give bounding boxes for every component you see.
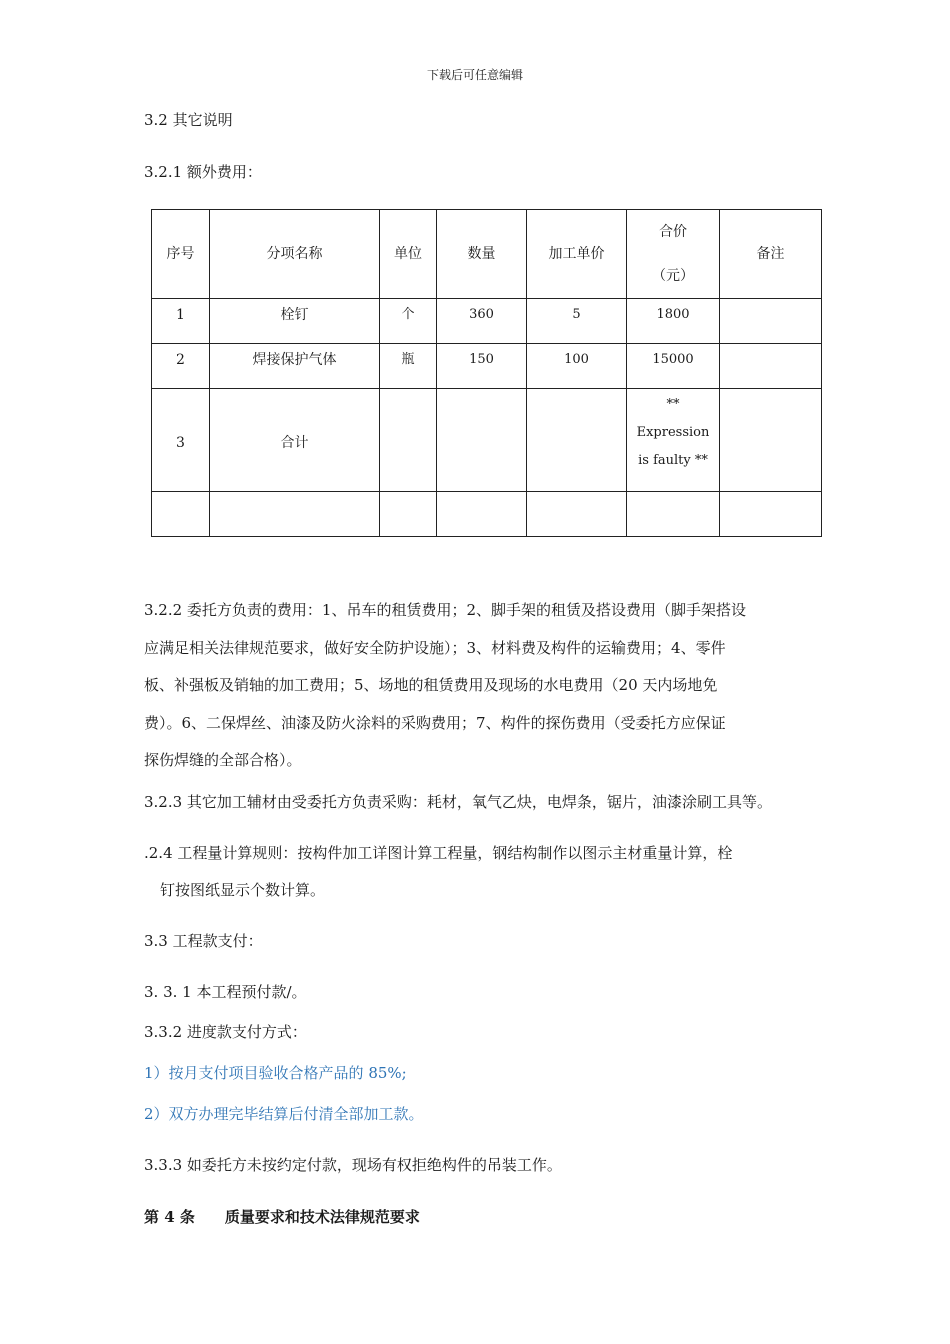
page-header: 下载后可任意编辑 xyxy=(426,68,523,82)
sum-total-line3: is faulty ** xyxy=(638,453,708,468)
section-3-2-title: 3.2 其它说明 xyxy=(144,111,233,129)
cell-price xyxy=(527,389,627,492)
header-total-line1: 合价 xyxy=(659,224,687,240)
cell-name: 栓钉 xyxy=(210,299,380,344)
cell-qty xyxy=(437,389,527,492)
table-header-row xyxy=(152,210,822,299)
cell-total: 15000 xyxy=(627,344,720,389)
cell-price xyxy=(527,492,627,537)
header-price: 加工单价 xyxy=(527,210,627,299)
section-3-2-4-line2: 钉按图纸显示个数计算。 xyxy=(160,881,326,899)
header-unit: 单位 xyxy=(380,210,437,299)
cell-note xyxy=(720,389,822,492)
section-3-2-1-title: 3.2.1 额外费用： xyxy=(144,163,262,181)
cell-price: 100 xyxy=(527,344,627,389)
section-3-2-2-paragraph xyxy=(144,592,746,780)
cell-total xyxy=(627,492,720,537)
article-4-heading: 第 4 条 质量要求和技术法律规范要求 xyxy=(144,1208,420,1226)
paragraph-line: 3.2.2 委托方负责的费用：1、吊车的租赁费用；2、脚手架的租赁及搭设费用（脚手架搭设 xyxy=(144,601,747,619)
extra-fees-table xyxy=(151,209,822,537)
cell-no xyxy=(152,492,210,537)
cell-no: 3 xyxy=(152,389,210,492)
section-3-3-2-title: 3.3.2 进度款支付方式： xyxy=(144,1023,307,1041)
cell-name xyxy=(210,492,380,537)
payment-item-2: 2）双方办理完毕结算后付清全部加工款。 xyxy=(144,1105,424,1123)
header-total-line2: （元） xyxy=(652,268,694,284)
sum-total-line1: ** xyxy=(666,397,680,412)
paragraph-line: 探伤焊缝的全部合格）。 xyxy=(144,751,302,769)
section-3-3-3-paragraph: 3.3.3 如委托方未按约定付款，现场有权拒绝构件的吊装工作。 xyxy=(144,1156,562,1174)
header-note: 备注 xyxy=(720,210,822,299)
cell-qty: 360 xyxy=(437,299,527,344)
section-3-3-1-paragraph: 3. 3. 1 本工程预付款/。 xyxy=(144,983,307,1001)
cell-note xyxy=(720,344,822,389)
header-total xyxy=(627,210,720,299)
cell-price: 5 xyxy=(527,299,627,344)
cell-no: 2 xyxy=(152,344,210,389)
sum-total-line2: Expression xyxy=(636,425,710,440)
section-3-2-3-paragraph: 3.2.3 其它加工辅材由受委托方负责采购：耗材，氧气乙炔，电焊条，锯片，油漆涂刷工具等。 xyxy=(144,793,772,811)
paragraph-line: 板、补强板及销轴的加工费用；5、场地的租赁费用及现场的水电费用（20 天内场地免 xyxy=(144,676,718,694)
paragraph-line: 应满足相关法律规范要求，做好安全防护设施）；3、材料费及构件的运输费用；4、零件 xyxy=(144,638,726,657)
cell-total xyxy=(627,389,720,492)
section-3-2-4-line1: .2.4 工程量计算规则：按构件加工详图计算工程量，钢结构制作以图示主材重量计算，栓 xyxy=(144,844,733,862)
cell-qty xyxy=(437,492,527,537)
cell-total: 1800 xyxy=(627,299,720,344)
paragraph-line: 费）。6、二保焊丝、油漆及防火涂料的采购费用；7、构件的探伤费用（受委托方应保证 xyxy=(144,713,726,732)
cell-unit xyxy=(380,492,437,537)
cell-name: 焊接保护气体 xyxy=(210,344,380,389)
cell-name: 合计 xyxy=(210,389,380,492)
cell-unit: 瓶 xyxy=(380,344,437,389)
header-qty: 数量 xyxy=(437,210,527,299)
payment-item-1: 1）按月支付项目验收合格产品的 85%; xyxy=(144,1064,407,1082)
header-name: 分项名称 xyxy=(210,210,380,299)
table-row xyxy=(152,299,822,344)
header-no: 序号 xyxy=(152,210,210,299)
cell-unit xyxy=(380,389,437,492)
table-sum-row xyxy=(152,389,822,492)
cell-qty: 150 xyxy=(437,344,527,389)
cell-unit: 个 xyxy=(380,299,437,344)
table-empty-row xyxy=(152,492,822,537)
cell-note xyxy=(720,299,822,344)
cell-no: 1 xyxy=(152,299,210,344)
table-row xyxy=(152,344,822,389)
cell-note xyxy=(720,492,822,537)
section-3-3-title: 3.3 工程款支付： xyxy=(144,932,263,950)
